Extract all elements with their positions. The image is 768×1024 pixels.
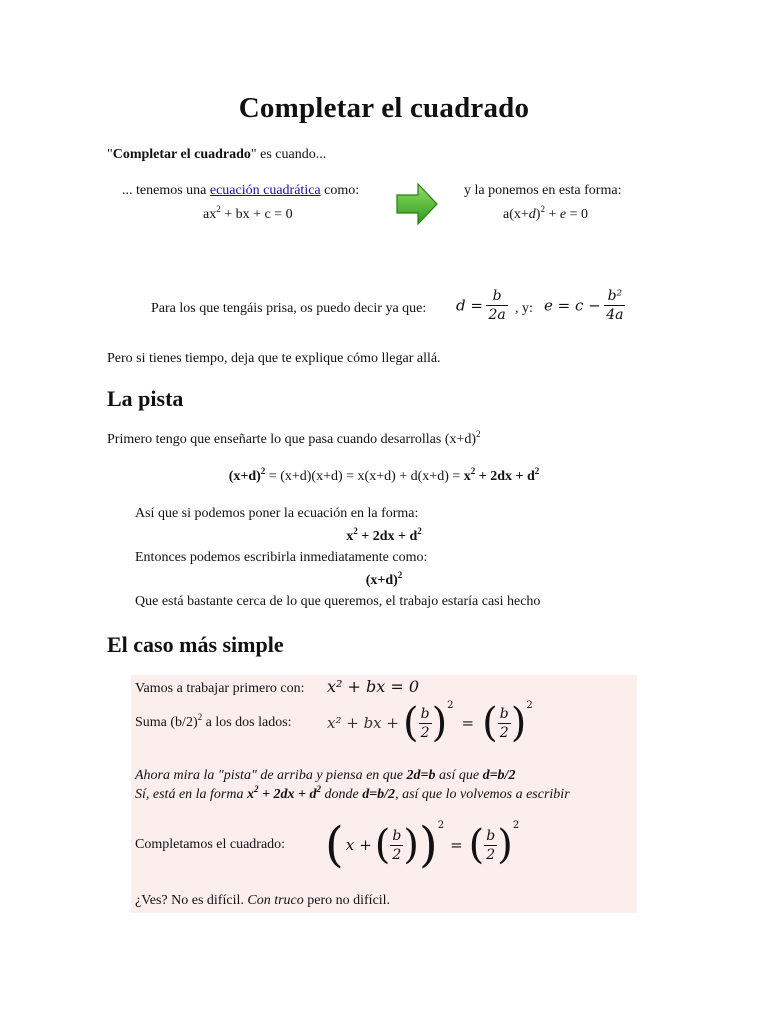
exponent: 2 [512, 820, 520, 831]
exponent: 2 [470, 466, 476, 476]
eq-a-part: a(x+ [503, 207, 529, 222]
expanded-form [0, 528, 768, 545]
row2-lhs: x² + bx + [327, 714, 399, 732]
hint2-f: , así que lo volvemos a escribir [395, 787, 570, 802]
exponent: 2 [437, 820, 445, 831]
green-right-arrow-icon [396, 182, 438, 226]
d-numerator: b [492, 288, 502, 304]
exponent: 2 [260, 466, 266, 476]
exponent: 2 [534, 466, 540, 476]
form-rest: + 2dx + d [357, 529, 418, 544]
closing-b: Con truco [247, 893, 304, 908]
eq-rest: + bx + c = 0 [220, 207, 293, 222]
e-fraction [604, 287, 625, 324]
row2-math [327, 698, 533, 748]
exponent: 2 [526, 700, 533, 711]
eq-xd: (x+d) [228, 469, 261, 484]
exponent: 2 [316, 784, 321, 794]
b-over-2-fraction [419, 705, 432, 742]
closing-text [135, 892, 390, 909]
intro-rest: " es cuando... [250, 147, 327, 162]
page-title: Completar el cuadrado [238, 92, 530, 124]
exponent: 2 [254, 784, 259, 794]
compare-left-suffix: como: [320, 183, 360, 198]
right-paren: ) [497, 822, 513, 868]
e-formula [544, 287, 625, 324]
e-numerator: b² [607, 288, 623, 304]
exponent: 2 [417, 526, 422, 536]
var-x: x [345, 836, 355, 854]
d-denominator: 2a [488, 307, 506, 323]
exponent: 2 [216, 204, 221, 214]
hint1-a: Ahora mira la "pista" de arriba y piensa en que [135, 768, 407, 783]
row2-label-a: Suma (b/2) [135, 715, 198, 730]
hint2-e: d=b/2 [362, 787, 396, 802]
equals-sign: = [450, 836, 463, 854]
plus-sign: + [359, 836, 372, 854]
e-lhs: e = c − [544, 296, 601, 315]
frac-num: b [392, 827, 402, 844]
hint-line-1 [135, 767, 515, 784]
explain-text: Pero si tienes tiempo, deja que te explique cómo llegar allá. [107, 351, 441, 366]
pista-p4: Que está bastante cerca de lo que queremos, el trabajo estaría casi hecho [135, 594, 541, 609]
row3-label: Completamos el cuadrado: [135, 837, 286, 852]
b-over-2-fraction [484, 827, 497, 864]
row1-label: Vamos a trabajar primero con: [135, 681, 305, 696]
pista-p1: Primero tengo que enseñarte lo que pasa cuando desarrollas (x+d) [107, 432, 477, 447]
intro-bold-term: Completar el cuadrado [112, 147, 251, 162]
b-over-2-fraction [498, 705, 511, 742]
left-paren: ( [468, 822, 485, 868]
right-paren: ) [510, 700, 527, 746]
frac-den: 2 [484, 845, 497, 864]
left-paren: ( [402, 700, 419, 746]
right-paren: ) [431, 700, 448, 746]
standard-form-equation [203, 206, 293, 223]
right-paren: ) [403, 822, 419, 868]
eq-close-paren: ) [535, 207, 541, 222]
frac-den: 2 [419, 723, 432, 742]
left-paren: ( [482, 700, 498, 746]
eq-middle: = (x+d)(x+d) = x(x+d) + d(x+d) = [265, 469, 464, 484]
eq-2dx-d: + 2dx + d [475, 469, 535, 484]
frac-num: b [486, 827, 496, 844]
row2-label-b: a los dos lados: [202, 715, 292, 730]
exponent: 2 [447, 700, 454, 711]
closing-c: pero no difícil. [303, 893, 391, 908]
frac-num: b [420, 705, 430, 722]
form2-xd: (x+d) [365, 573, 398, 588]
closing-a: ¿Ves? No es difícil. [135, 893, 248, 908]
vertex-form-equation [503, 206, 588, 223]
exponent: 2 [397, 570, 403, 580]
hint2-c: + 2dx + d [258, 787, 317, 802]
hurry-text: Para los que tengáis prisa, os puedo decir ya que: [151, 301, 427, 316]
left-paren: ( [374, 822, 391, 868]
d-formula [456, 287, 508, 324]
separator-text: , y: [515, 301, 533, 316]
expansion-equation [0, 468, 768, 485]
hint2-a: Sí, está en la forma [135, 787, 247, 802]
eq-equals-zero: = 0 [566, 207, 588, 222]
exponent: 2 [353, 526, 358, 536]
intro-text [107, 146, 326, 163]
hint-line-2 [135, 786, 570, 803]
eq-x: x [463, 469, 471, 484]
quadratic-equation-link[interactable]: ecuación cuadrática [209, 183, 321, 198]
section-heading-la-pista: La pista [107, 386, 184, 411]
row2-label [135, 714, 292, 731]
compare-right-text: y la ponemos en esta forma: [464, 183, 622, 198]
hint2-b: x [247, 787, 254, 802]
exponent: 2 [540, 204, 545, 214]
eq-plus: + [544, 207, 560, 222]
form-x: x [346, 529, 354, 544]
eq-d: d [528, 207, 536, 222]
compare-left-text [122, 182, 359, 199]
row3-math [325, 818, 519, 872]
pista-p3: Entonces podemos escribirla inmediatamente como: [135, 550, 428, 565]
b-over-2-fraction [390, 827, 403, 864]
hint1-c: así que [435, 768, 483, 783]
exponent: 2 [476, 429, 481, 439]
outer-right-paren: ) [418, 817, 438, 873]
pista-p2: Así que si podemos poner la ecuación en la forma: [135, 506, 419, 521]
hint1-d: d=b/2 [482, 768, 516, 783]
section-heading-caso-simple: El caso más simple [107, 632, 284, 657]
d-lhs: d = [456, 296, 483, 315]
row1-math: x² + bx = 0 [327, 677, 420, 696]
outer-left-paren: ( [325, 817, 344, 873]
intro-quote: " [107, 147, 113, 162]
frac-den: 2 [498, 723, 511, 742]
hint2-d: donde [320, 787, 363, 802]
squared-form [0, 572, 768, 589]
frac-den: 2 [390, 845, 403, 864]
compare-left-prefix: ... tenemos una [122, 183, 210, 198]
pista-paragraph [107, 431, 481, 448]
equals-sign: = [461, 714, 475, 732]
eq-e: e [559, 207, 567, 222]
exponent: 2 [197, 712, 203, 722]
e-denominator: 4a [606, 307, 624, 323]
hint1-b: 2d=b [406, 768, 436, 783]
frac-num: b [499, 705, 509, 722]
d-fraction [486, 287, 507, 324]
eq-ax: ax [203, 207, 217, 222]
